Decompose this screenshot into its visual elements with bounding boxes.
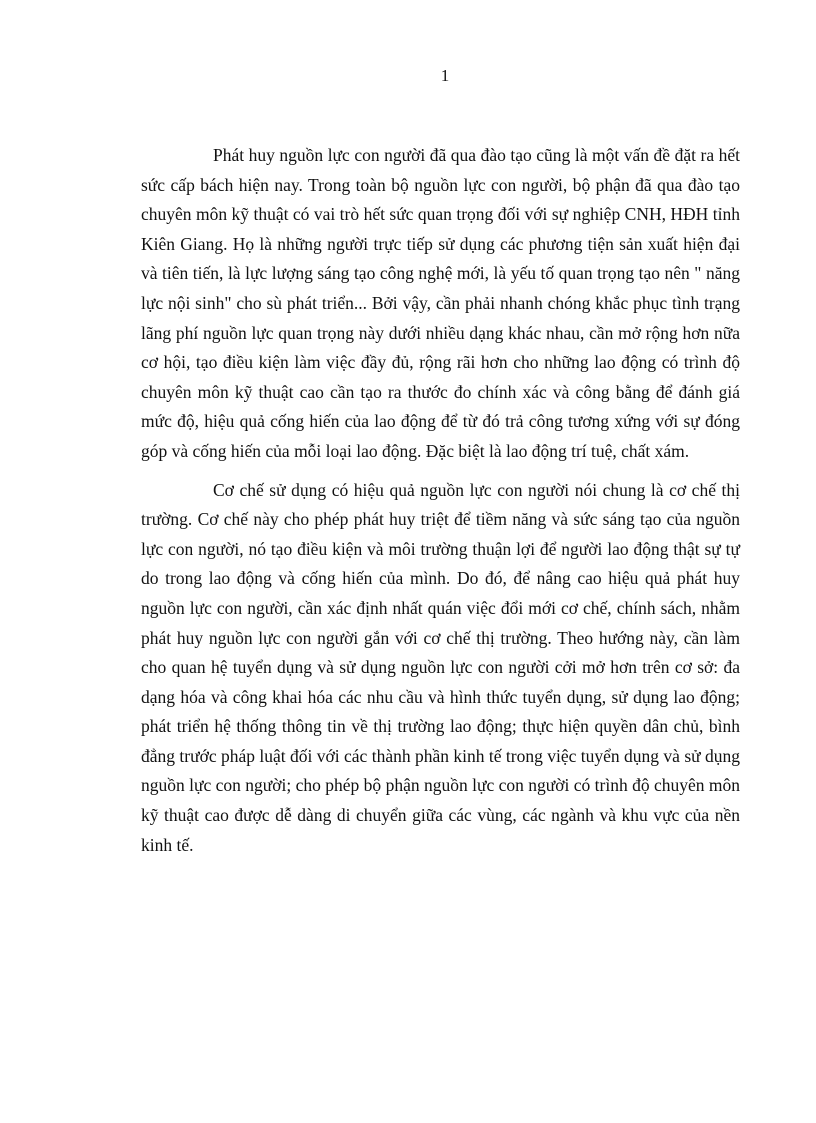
document-body [141,141,740,869]
page-number: 1 [440,66,450,85]
paragraph: Cơ chế sử dụng có hiệu quả nguồn lực con người nói chung là cơ chế thị trường. Cơ chế này cho phép phát huy triệt để tiềm năng và sức sáng tạo của nguồn lực con người, nó tạo điều kiện và môi trường thuận lợi để người lao động thật sự tự do trong lao động và cống hiến của mình. Do đó, để nâng cao hiệu quả phát huy nguồn lực con người, cần xác định nhất quán việc đổi mới cơ chế, chính sách, nhằm phát huy nguồn lực con người gắn với cơ chế thị trường. Theo hướng này, cần làm cho quan hệ tuyển dụng và sử dụng nguồn lực con người cởi mở hơn trên cơ sở: đa dạng hóa và công khai hóa các nhu cầu và hình thức tuyển dụng, sử dụng lao động; phát triển hệ thống thông tin về thị trường lao động; thực hiện quyền dân chủ, bình đẳng trước pháp luật đối với các thành phần kinh tế trong việc tuyển dụng và sử dụng nguồn lực con người; cho phép bộ phận nguồn lực con người có trình độ chuyên môn kỹ thuật cao được dễ dàng di chuyển giữa các vùng, các ngành và khu vực của nền kinh tế. [141,479,740,855]
paragraph: Phát huy nguồn lực con người đã qua đào tạo cũng là một vấn đề đặt ra hết sức cấp bách hiện nay. Trong toàn bộ nguồn lực con người, bộ phận đã qua đào tạo chuyên môn kỹ thuật có vai trò hết sức quan trọng đối với sự nghiệp CNH, HĐH tỉnh Kiên Giang. Họ là những người trực tiếp sử dụng các phương tiện sản xuất hiện đại và tiên tiến, là lực lượng sáng tạo công nghệ mới, là yếu tố quan trọng tạo nên " năng lực nội sinh" cho sù phát triển... Bởi vậy, cần phải nhanh chóng khắc phục tình trạng lãng phí nguồn lực quan trọng này dưới nhiều dạng khác nhau, cần mở rộng hơn nữa cơ hội, tạo điều kiện làm việc đầy đủ, rộng rãi hơn cho những lao động có trình độ chuyên môn kỹ thuật cao cần tạo ra thước đo chính xác và công bằng để đánh giá mức độ, hiệu quả cống hiến của lao động để từ đó trả công tương xứng với sự đóng góp và cống hiến của mỗi loại lao động. Đặc biệt là lao động trí tuệ, chất xám. [141,145,740,461]
